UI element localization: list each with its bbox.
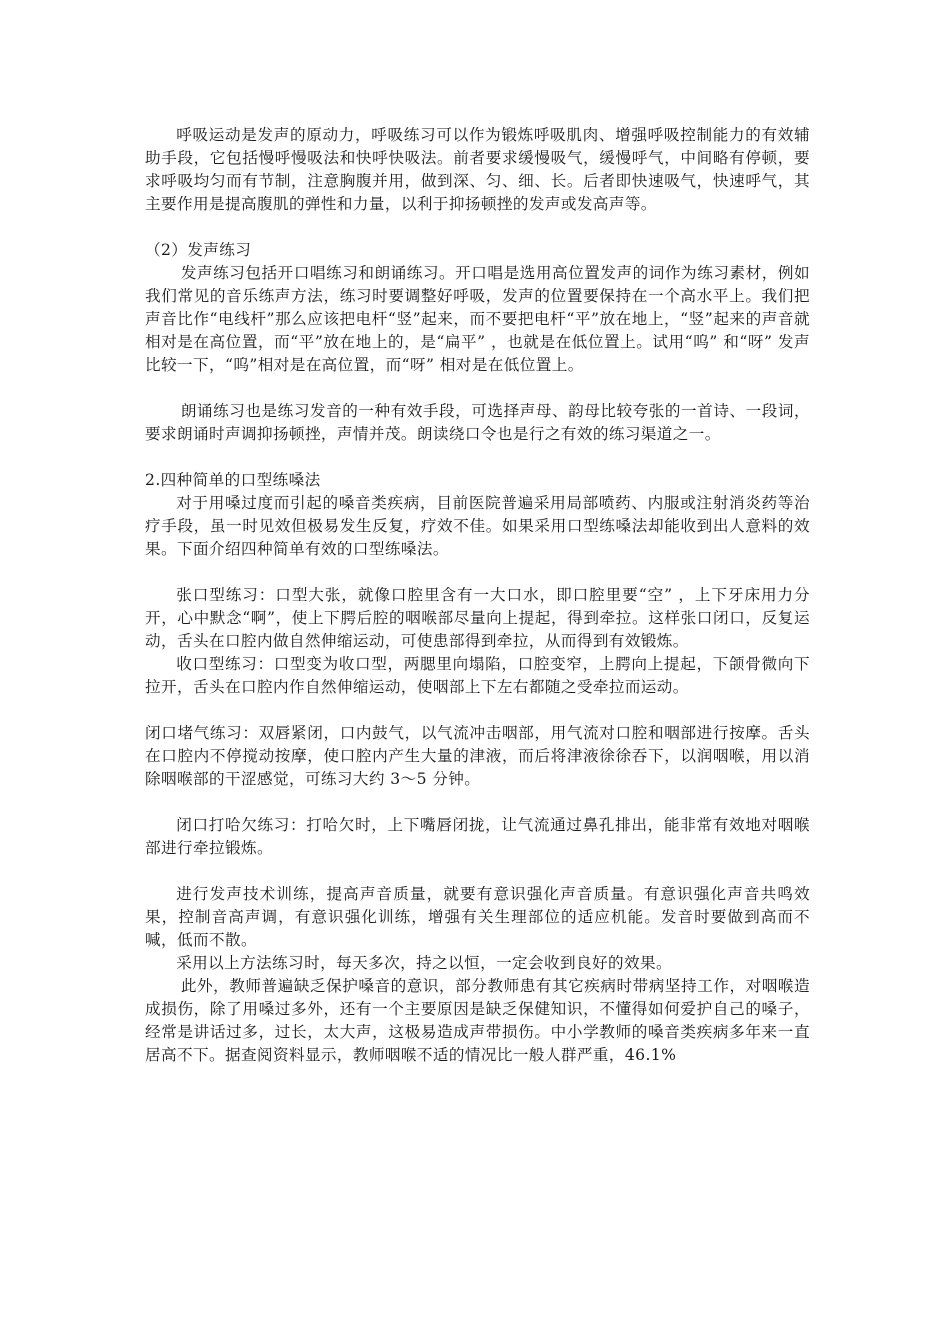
section-heading-four-methods: 2.四种简单的口型练嗓法 [145,471,321,489]
paragraph-voice-training: 进行发声技术训练，提高声音质量，就要有意识强化声音质量。有意识强化声音共鸣效果，控制音高声调，有意识强化训练，增强有关生理部位的适应机能。发音时要做到高而不喊，低而不散。 [145,885,810,949]
paragraph-methods-intro: 对于用嗓过度而引起的嗓音类疾病，目前医院普遍采用局部喷药、内服或注射消炎药等治疗手段，虽一时见效但极易发生反复，疗效不佳。如果采用口型练嗓法却能收到出人意料的效果。下面介绍四种简单有效的口型练嗓法。 [145,494,810,558]
paragraph-open-mouth-exercise: 张口型练习：口型大张，就像口腔里含有一大口水，即口腔里要“空” ，上下牙床用力分开，心中默念“啊”，使上下腭后腔的咽喉部尽量向上提起，得到牵拉。这样张口闭口，反复运动，舌头在口腔内做自然伸缩运动，可使患部得到牵拉，从而得到有效锻炼。 [145,586,810,650]
paragraph-daily-practice: 采用以上方法练习时，每天多次，持之以恒，一定会收到良好的效果。 [176,954,672,972]
paragraph-breathing-exercise: 呼吸运动是发声的原动力，呼吸练习可以作为锻炼呼吸肌肉、增强呼吸控制能力的有效辅助手段，它包括慢呼慢吸法和快呼快吸法。前者要求缓慢吸气，缓慢呼气，中间略有停顿，要求呼吸均匀而有节制，注意胸腹并用，做到深、匀、细、长。后者即快速吸气，快速呼气，其主要作用是提高腹肌的弹性和力量，以利于抑扬顿挫的发声或发高声等。 [145,126,810,213]
paragraph-close-mouth-exercise: 收口型练习：口型变为收口型，两腮里向塌陷，口腔变窄，上腭向上提起，下颌骨微向下拉开，舌头在口腔内作自然伸缩运动，使咽部上下左右都随之受牵拉而运动。 [145,655,810,696]
paragraph-recitation-practice: 朗诵练习也是练习发音的一种有效手段，可选择声母、韵母比较夸张的一首诗、一段词，要求朗诵时声调抑扬顿挫，声情并茂。朗读绕口令也是行之有效的练习渠道之一。 [145,402,810,443]
paragraph-yawn-exercise: 闭口打哈欠练习：打哈欠时，上下嘴唇闭拢，让气流通过鼻孔排出，能非常有效地对咽喉部进行牵拉锻炼。 [145,816,810,857]
section-heading-vocal-practice: （2）发声练习 [145,241,252,259]
paragraph-closed-mouth-air-exercise: 闭口堵气练习：双唇紧闭，口内鼓气，以气流冲击咽部，用气流对口腔和咽部进行按摩。舌头在口腔内不停搅动按摩，使口腔内产生大量的津液，而后将津液徐徐吞下，以润咽喉，用以消除咽喉部的干涩感觉，可练习大约 3～5 分钟。 [145,724,810,788]
paragraph-vocal-practice: 发声练习包括开口唱练习和朗诵练习。开口唱是选用高位置发声的词作为练习素材，例如我们常见的音乐练声方法，练习时要调整好呼吸，发声的位置要保持在一个高水平上。我们把声音比作“电线杆”那么应该把电杆“竖”起来，而不要把电杆“平”放在地上，“竖”起来的声音就相对是在高位置，而“平”放在地上的，是“扁平” ，也就是在低位置上。试用“呜” 和“呀” 发声比较一下，“呜”相对是在高位置，而“呀” 相对是在低位置上。 [145,264,810,374]
document-body [145,124,810,1067]
paragraph-teacher-voice-care: 此外，教师普遍缺乏保护嗓音的意识，部分教师患有其它疾病时带病坚持工作，对咽喉造成损伤，除了用嗓过多外，还有一个主要原因是缺乏保健知识，不懂得如何爱护自己的嗓子，经常是讲话过多，过长，太大声，这极易造成声带损伤。中小学教师的嗓音类疾病多年来一直居高不下。据查阅资料显示，教师咽喉不适的情况比一般人群严重，46.1% [145,977,810,1064]
